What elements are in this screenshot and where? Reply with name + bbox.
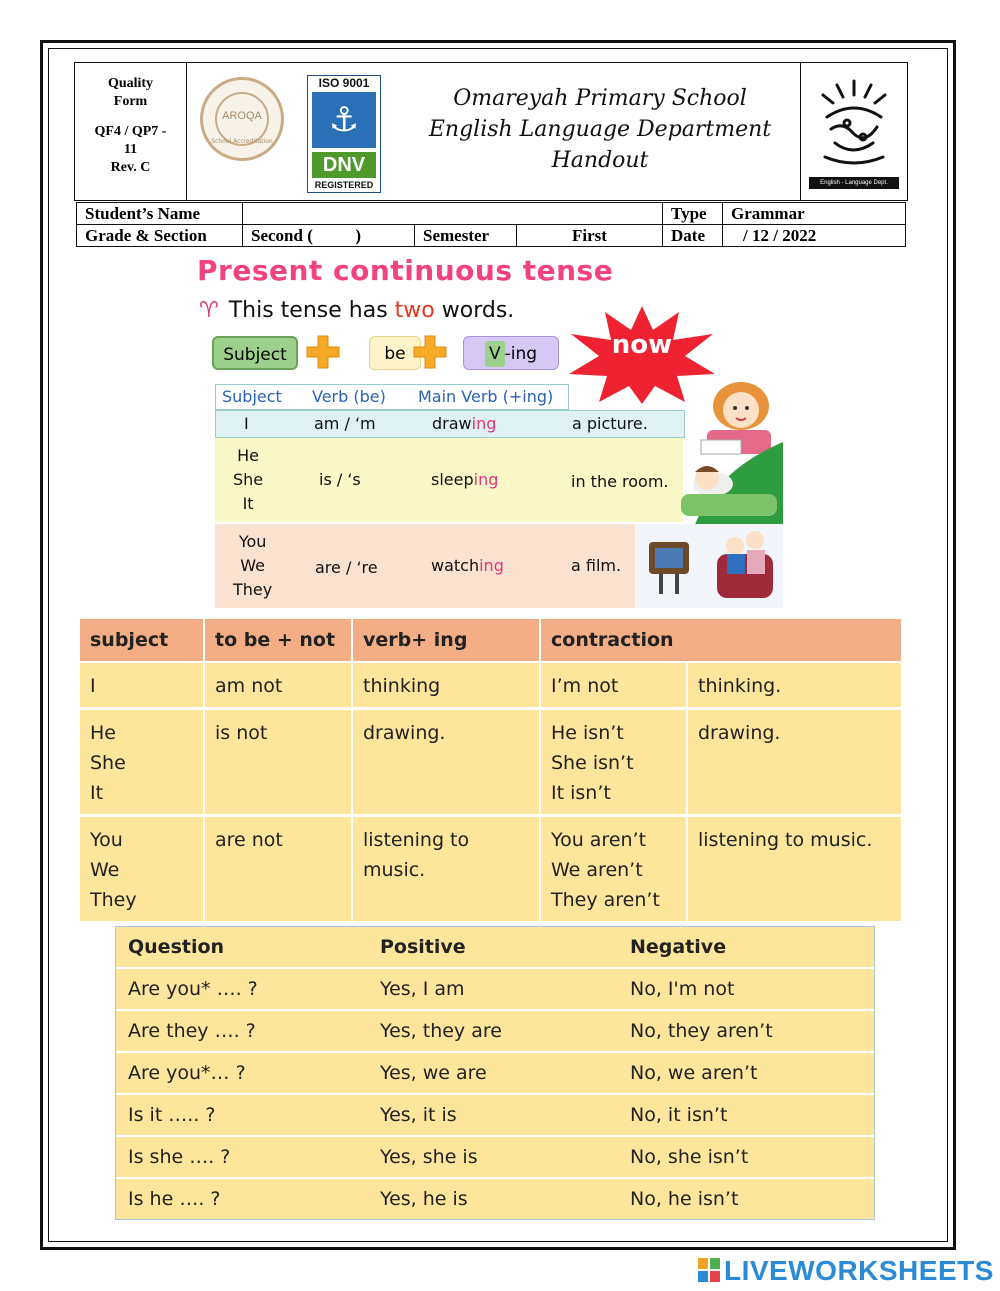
- positive-cell: Yes, they are: [368, 1010, 618, 1052]
- grade-value: Second ( ): [243, 225, 415, 247]
- form-code-line: 11: [123, 142, 138, 157]
- table-row: [116, 968, 874, 1010]
- negative-cell: No, we aren’t: [618, 1052, 874, 1094]
- negative-forms-table: [80, 619, 903, 924]
- aroqa-seal-logo: AROQA School Accreditation: [200, 77, 284, 161]
- form-code-line: QF4 / QP7 -: [94, 124, 167, 139]
- question-cell: Are you*… ?: [116, 1052, 368, 1094]
- conjugation-header: Subject Verb (be) Main Verb (+ing): [215, 384, 569, 410]
- formula-subject: Subject: [212, 336, 298, 370]
- table-row: [116, 1010, 874, 1052]
- form-code-line: Rev. C: [110, 160, 151, 175]
- table-row: [80, 662, 902, 709]
- negative-cell: No, it isn’t: [618, 1094, 874, 1136]
- table-cell: listening to music.: [687, 816, 902, 923]
- table-row: [80, 816, 902, 923]
- iso-dnv-logo: ISO 9001 ⚓ DNV REGISTERED: [307, 75, 381, 193]
- table-cell: I’m not: [540, 662, 687, 709]
- table-cell: I: [80, 662, 204, 709]
- student-info-table: [76, 202, 906, 247]
- department-logo: English - Language Dept.: [800, 63, 908, 200]
- column-header: to be + not: [204, 619, 352, 662]
- table-row: [116, 1052, 874, 1094]
- plus-icon: [305, 334, 341, 370]
- question-cell: Is it ….. ?: [116, 1094, 368, 1136]
- date-value: / 12 / 2022: [723, 225, 906, 247]
- document-type: Handout: [551, 148, 649, 173]
- question-cell: Is she …. ?: [116, 1136, 368, 1178]
- grade-label: Grade & Section: [77, 225, 243, 247]
- table-cell: listening to music.: [352, 816, 540, 923]
- student-name-field[interactable]: [243, 203, 663, 225]
- question-cell: Are you* …. ?: [116, 968, 368, 1010]
- negative-cell: No, they aren’t: [618, 1010, 874, 1052]
- negative-cell: No, I'm not: [618, 968, 874, 1010]
- table-cell: is not: [204, 709, 352, 816]
- table-cell: thinking: [352, 662, 540, 709]
- family-watching-tv-picture: [635, 524, 783, 608]
- table-cell: You We They: [80, 816, 204, 923]
- table-cell: are not: [204, 816, 352, 923]
- positive-cell: Yes, he is: [368, 1178, 618, 1219]
- table-cell: You aren’t We aren’t They aren’t: [540, 816, 687, 923]
- table-row: [80, 709, 902, 816]
- department-name: English Language Department: [428, 117, 772, 142]
- question-cell: Are they …. ?: [116, 1010, 368, 1052]
- date-label: Date: [663, 225, 723, 247]
- sleeping-child-picture: [673, 442, 783, 530]
- type-label: Type: [663, 203, 723, 225]
- formula-be: be: [369, 336, 421, 370]
- table-cell: drawing.: [352, 709, 540, 816]
- negative-cell: No, he isn’t: [618, 1178, 874, 1219]
- semester-value: First: [517, 225, 663, 247]
- column-header: Question: [116, 927, 368, 968]
- document-header: [74, 62, 908, 201]
- table-row: [116, 1094, 874, 1136]
- table-cell: thinking.: [687, 662, 902, 709]
- question-cell: Is he …. ?: [116, 1178, 368, 1219]
- positive-cell: Yes, we are: [368, 1052, 618, 1094]
- conjugation-row: I am / ‘m drawing a picture.: [215, 410, 685, 438]
- table-cell: He She It: [80, 709, 204, 816]
- liveworksheets-logo-icon: [698, 1258, 720, 1282]
- calligraphy-logo-icon: [813, 77, 895, 169]
- column-header: Positive: [368, 927, 618, 968]
- question-answer-table: [116, 927, 874, 1219]
- table-row: [116, 1136, 874, 1178]
- positive-cell: Yes, she is: [368, 1136, 618, 1178]
- semester-label: Semester: [415, 225, 517, 247]
- negative-cell: No, she isn’t: [618, 1136, 874, 1178]
- positive-cell: Yes, it is: [368, 1094, 618, 1136]
- formula-verb-ing: V -ing: [463, 336, 559, 370]
- iso-figure-icon: ⚓: [312, 92, 376, 148]
- illustration-title: Present continuous tense: [197, 254, 614, 287]
- conjugation-row: He She It is / ‘s sleeping in the room.: [215, 438, 683, 522]
- table-cell: am not: [204, 662, 352, 709]
- table-cell: drawing.: [687, 709, 902, 816]
- plus-icon: [412, 334, 448, 370]
- illustration-subtitle: ♈ This tense has two words.: [199, 298, 515, 323]
- student-name-label: Student’s Name: [77, 203, 243, 225]
- type-value: Grammar: [723, 203, 906, 225]
- form-line: Form: [113, 94, 148, 109]
- conjugation-row: You We They are / ‘re watching a film.: [215, 524, 655, 608]
- school-name: Omareyah Primary School: [453, 86, 747, 111]
- column-header: contraction: [540, 619, 902, 662]
- tense-illustration: [195, 252, 783, 610]
- now-label: now: [611, 330, 673, 360]
- school-heading: [400, 83, 800, 176]
- column-header: subject: [80, 619, 204, 662]
- liveworksheets-watermark[interactable]: LIVEWORKSHEETS: [698, 1256, 998, 1286]
- table-row: [116, 1178, 874, 1219]
- positive-cell: Yes, I am: [368, 968, 618, 1010]
- column-header: Negative: [618, 927, 874, 968]
- table-cell: He isn’t She isn’t It isn’t: [540, 709, 687, 816]
- column-header: verb+ ing: [352, 619, 540, 662]
- quality-form-box: [75, 63, 187, 200]
- aries-icon: ♈: [199, 298, 219, 323]
- form-line: Quality: [107, 76, 154, 91]
